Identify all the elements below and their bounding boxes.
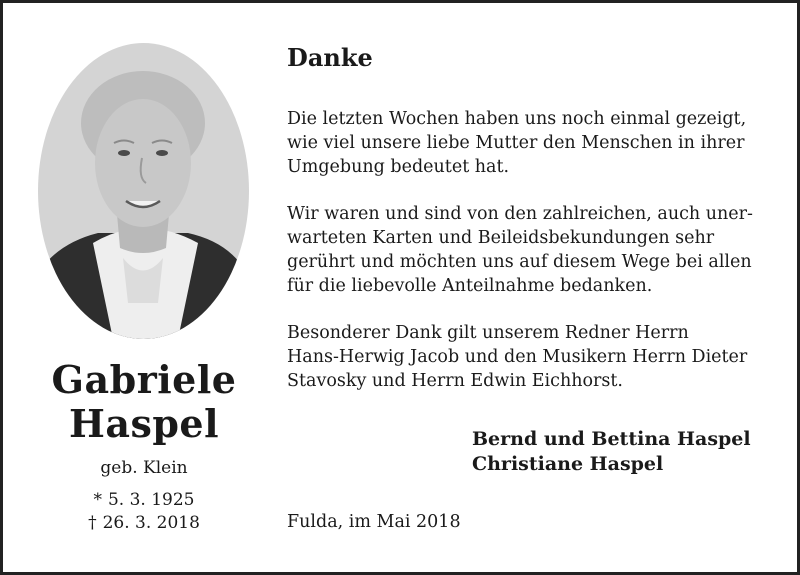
notice-heading: Danke xyxy=(287,43,373,72)
death-date: 26. 3. 2018 xyxy=(102,513,200,533)
text-line: Wir waren und sind von den zahlreichen, auch uner- xyxy=(287,204,753,224)
text-line: Umgebung bedeutet hat. xyxy=(287,157,510,177)
maiden-name: geb. Klein xyxy=(100,458,188,478)
text-line: wie viel unsere liebe Mutter den Menschen in ihrer xyxy=(287,133,745,153)
text-line: Stavosky und Herrn Edwin Eichhorst. xyxy=(287,371,623,391)
text-line: Besonderer Dank gilt unserem Redner Herrn xyxy=(287,323,689,343)
signers-block xyxy=(472,427,751,477)
place-and-date: Fulda, im Mai 2018 xyxy=(287,512,461,532)
deceased-first-name: Gabriele xyxy=(51,357,237,402)
portrait-photo xyxy=(38,43,249,339)
text-line: Hans-Herwig Jacob und den Musikern Herrn Dieter xyxy=(287,347,748,367)
signer-name: Christiane Haspel xyxy=(472,453,664,475)
birth-date-line xyxy=(39,490,249,510)
deceased-last-name: Haspel xyxy=(68,401,220,446)
thanks-paragraph-2 xyxy=(287,202,767,298)
birth-date: 5. 3. 1925 xyxy=(107,490,195,510)
thanks-paragraph-1 xyxy=(287,107,767,179)
text-line: Die letzten Wochen haben uns noch einmal gezeigt, xyxy=(287,109,747,129)
text-line: warteten Karten und Beileidsbekundungen sehr xyxy=(287,228,715,248)
thanks-paragraph-3 xyxy=(287,321,767,393)
death-date-line xyxy=(39,513,249,533)
death-symbol: † xyxy=(88,513,97,533)
birth-symbol: * xyxy=(93,490,102,510)
text-line: gerührt und möchten uns auf diesem Wege bei allen xyxy=(287,252,752,272)
text-line: für die liebevolle Anteilnahme bedanken. xyxy=(287,276,653,296)
signer-name: Bernd und Bettina Haspel xyxy=(472,428,751,450)
